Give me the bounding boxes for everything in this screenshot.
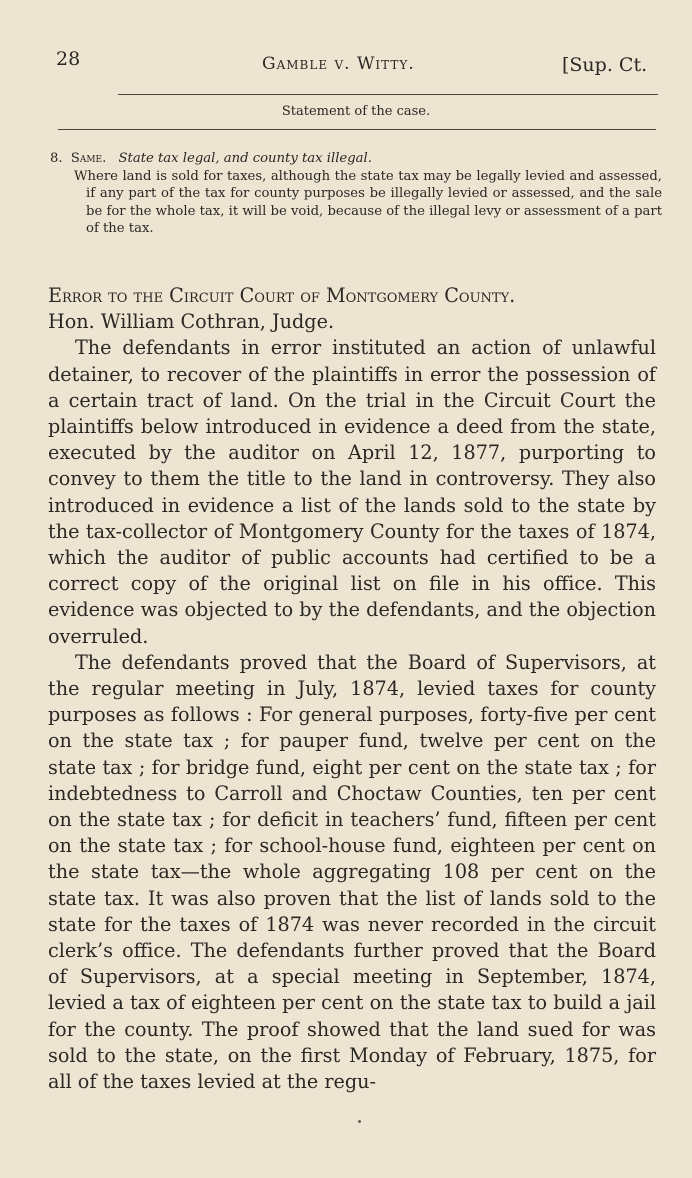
error-line: Error to the Circuit Court of Montgomery County. (48, 284, 516, 307)
headnote (50, 150, 662, 238)
headnote-same: Same. (70, 151, 107, 166)
running-header (0, 44, 692, 84)
page-speck (358, 1120, 361, 1123)
paragraph-1: The defendants in error instituted an action of unlawful detainer, to recover of the plaintiffs in error the possession of a certain tract of land. On the trial in the Circuit Court the plaintiffs below introduced in evidence a deed from the state, executed by the auditor on April 12, 1877, purporting to convey to them the title to the land in controversy. They also introduced in evidence a list of the lands sold to the state by the tax-collector of Montgomery County for the taxes of 1874, which the auditor of public accounts had certified to be a correct copy of the original list on file in his office. This evidence was objected to by the defendants, and the objection overruled. (48, 336, 656, 648)
headnote-text: Where land is sold for taxes, although the state tax may be legally levied and assessed, if any part of the tax for county purposes be illegally levied or assessed, and the sale be for the whole tax, it will be void, because of the illegal levy or assessment of a part of the tax. (74, 168, 662, 236)
headnote-number: 8. (50, 151, 63, 166)
header-rule-top (118, 94, 658, 95)
page-number: 28 (56, 48, 81, 70)
headnote-title-line (50, 150, 662, 168)
running-title: Gamble v. Witty. (262, 54, 415, 74)
opinion-body (48, 283, 656, 1095)
header-rule-bottom (58, 129, 656, 130)
case-label: Statement of the case. (281, 104, 431, 119)
headnote-topic: State tax legal, and county tax illegal. (118, 151, 372, 166)
judge-line: Hon. William Cothran, Judge. (48, 310, 335, 334)
paragraph-2: The defendants proved that the Board of Supervisors, at the regular meeting in July, 1874, levied taxes for county purposes as follows : For general purposes, forty-five per cent on the state tax ; for pauper fund, twelve per cent on the state tax ; for bridge fund, eight per cent on the state tax ; for indebtedness to Carroll and Choctaw Counties, ten per cent on the state tax ; for deficit in teachers’ fund, fifteen per cent on the state tax ; for school-house fund, eighteen per cent on the state tax—the whole aggregating 108 per cent on the state tax. It was also proven that the list of lands sold to the state for the taxes of 1874 was never recorded in the circuit clerk’s office. The defendants further proved that the Board of Supervisors, at a special meeting in September, 1874, levied a tax of eighteen per cent on the state tax to build a jail for the county. The proof showed that the land sued for was sold to the state, on the first Monday of February, 1875, for all of the taxes levied at the regu- (48, 650, 656, 1094)
court-designation: [Sup. Ct. (562, 54, 648, 76)
